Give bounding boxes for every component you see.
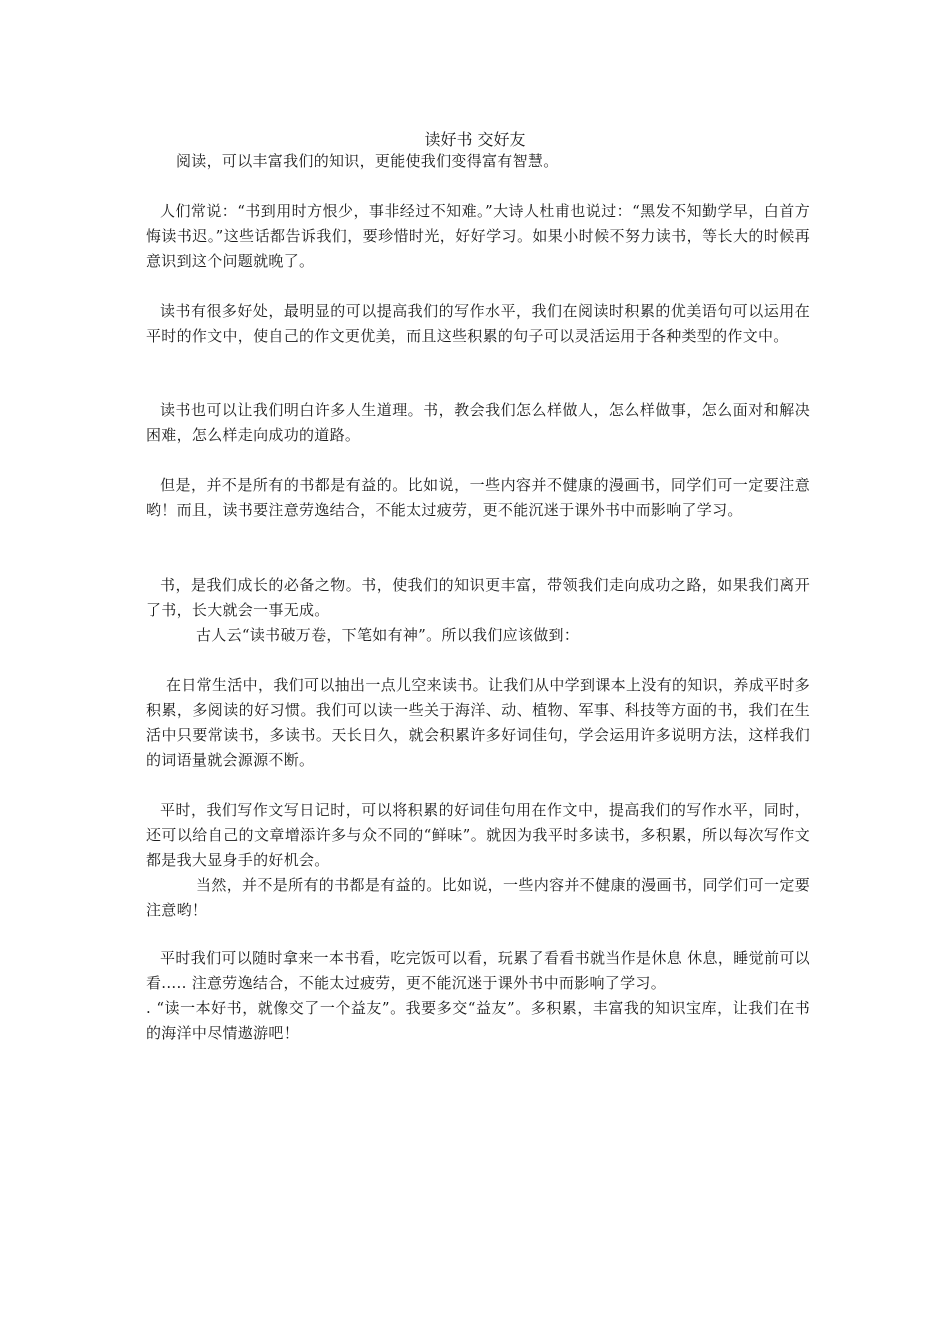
paragraph-writing-benefit: 读书有很多好处，最明显的可以提高我们的写作水平，我们在阅读时积累的优美语句可以运用在平时的作文中，使自己的作文更优美，而且这些积累的句子可以灵活运用于各种类型的作文中。 bbox=[146, 302, 810, 345]
paragraph-intro: 阅读，可以丰富我们的知识，更能使我们变得富有智慧。 bbox=[176, 152, 559, 170]
paragraph-however: 当然，并不是所有的书都是有益的。比如说，一些内容并不健康的漫画书，同学们可一定要注意哟！ bbox=[146, 876, 810, 919]
paragraph-conclusion: . “读一本好书，就像交了一个益友”。我要多交“益友”。多积累，丰富我的知识宝库，让我们在书的海洋中尽情遨游吧！ bbox=[146, 999, 810, 1042]
paragraph-caution: 但是，并不是所有的书都是有益的。比如说，一些内容并不健康的漫画书，同学们可一定要注意哟！而且，读书要注意劳逸结合，不能太过疲劳，更不能沉迷于课外书中而影响了学习。 bbox=[146, 476, 810, 519]
paragraph-growth: 书，是我们成长的必备之物。书，使我们的知识更丰富，带领我们走向成功之路，如果我们离开了书，长大就会一事无成。 bbox=[146, 576, 810, 619]
paragraph-daily-reading: 在日常生活中，我们可以抽出一点儿空来读书。让我们从中学到课本上没有的知识，养成平时多积累，多阅读的好习惯。我们可以读一些关于海洋、动、植物、军事、科技等方面的书，我们在生活中只要常读书，多读书。天长日久，就会积累许多好词佳句，学会运用许多说明方法，这样我们的词语量就会源源不断。 bbox=[146, 676, 810, 769]
document-title: 读好书 交好友 bbox=[424, 130, 526, 149]
paragraph-ancient-saying: 古人云“读书破万卷，下笔如有神”。所以我们应该做到： bbox=[196, 626, 580, 644]
paragraph-sayings: 人们常说：“书到用时方恨少，事非经过不知难。”大诗人杜甫也说过：“黑发不知勤学早，白首方悔读书迟。”这些话都告诉我们，要珍惜时光，好好学习。如果小时候不努力读书，等长大的时候再意识到这个问题就晚了。 bbox=[146, 202, 810, 270]
paragraph-anytime-reading: 平时我们可以随时拿来一本书看，吃完饭可以看，玩累了看看书就当作是休息 休息，睡觉前可以看..... 注意劳逸结合，不能太过疲劳，更不能沉迷于课外书中而影响了学习。 bbox=[146, 949, 810, 992]
paragraph-diary-writing: 平时，我们写作文写日记时，可以将积累的好词佳句用在作文中，提高我们的写作水平，同时，还可以给自己的文章增添许多与众不同的“鲜味”。就因为我平时多读书，多积累，所以每次写作文都是我大显身手的好机会。 bbox=[146, 801, 810, 869]
paragraph-life-lessons: 读书也可以让我们明白许多人生道理。书，教会我们怎么样做人，怎么样做事，怎么面对和解决困难，怎么样走向成功的道路。 bbox=[146, 401, 810, 444]
